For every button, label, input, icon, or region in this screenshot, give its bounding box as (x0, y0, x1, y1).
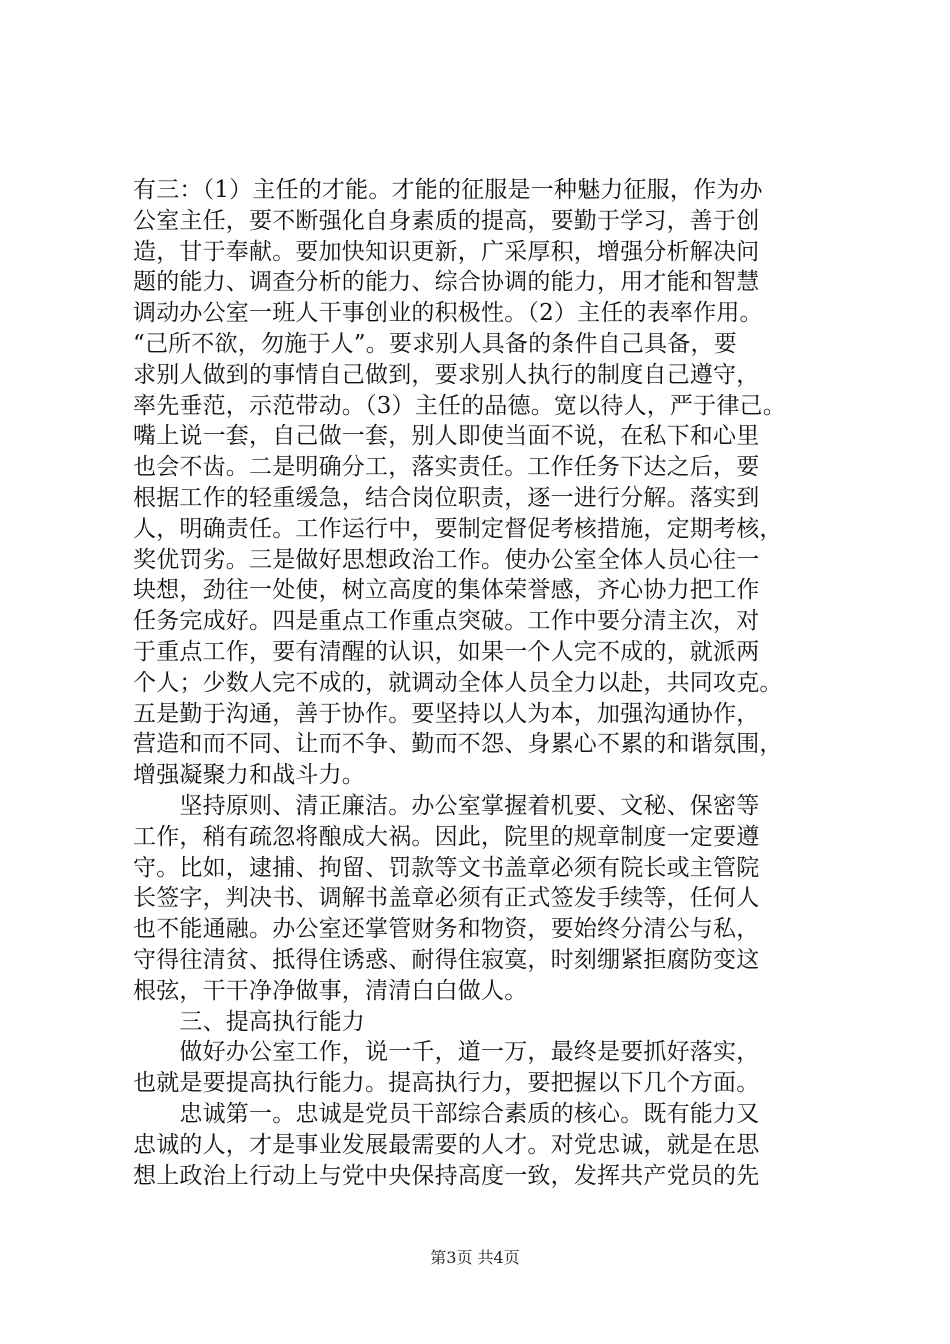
text-line: 个人；少数人完不成的，就调动全体人员全力以赴，共同攻克。 (133, 669, 783, 696)
text-line: 想上政治上行动上与党中央保持高度一致，发挥共产党员的先 (133, 1162, 760, 1189)
text-line: 公室主任，要不断强化自身素质的提高，要勤于学习，善于创 (133, 207, 760, 234)
text-line: 人，明确责任。工作运行中，要制定督促考核措施，定期考核， (133, 515, 783, 542)
text-line: 也会不齿。二是明确分工，落实责任。工作任务下达之后，要 (133, 454, 760, 481)
document-body (133, 175, 823, 1191)
text-line: 任务完成好。四是重点工作重点突破。工作中要分清主次，对 (133, 608, 760, 635)
page-footer: 第3页 共4页 (430, 1248, 520, 1267)
text-line: 忠诚的人，才是事业发展最需要的人才。对党忠诚，就是在思 (133, 1131, 760, 1158)
text-line: 工作，稍有疏忽将酿成大祸。因此，院里的规章制度一定要遵 (133, 823, 760, 850)
text-line: 忠诚第一。忠诚是党员干部综合素质的核心。既有能力又 (133, 1100, 760, 1127)
text-line: 根弦，干干净净做事，清清白白做人。 (133, 977, 528, 1004)
text-line: 三、提高执行能力 (133, 1008, 365, 1035)
text-line: 块想，劲往一处使，树立高度的集体荣誉感，齐心协力把工作 (133, 577, 760, 604)
text-line: 坚持原则、清正廉洁。办公室掌握着机要、文秘、保密等 (133, 792, 760, 819)
text-line: 根据工作的轻重缓急，结合岗位职责，逐一进行分解。落实到 (133, 484, 760, 511)
text-line: 营造和而不同、让而不争、勤而不怨、身累心不累的和谐氛围， (133, 731, 783, 758)
text-line: 五是勤于沟通，善于协作。要坚持以人为本，加强沟通协作， (133, 700, 760, 727)
text-line: 造，甘于奉献。要加快知识更新，广采厚积，增强分析解决问 (133, 238, 760, 265)
text-line: 增强凝聚力和战斗力。 (133, 762, 365, 789)
text-line: 也不能通融。办公室还掌管财务和物资，要始终分清公与私， (133, 916, 760, 943)
text-line: 守。比如，逮捕、拘留、罚款等文书盖章必须有院长或主管院 (133, 854, 760, 881)
text-line: 求别人做到的事情自己做到，要求别人执行的制度自己遵守， (133, 361, 760, 388)
text-line: 嘴上说一套，自己做一套，别人即使当面不说，在私下和心里 (133, 423, 760, 450)
text-line: 题的能力、调查分析的能力、综合协调的能力，用才能和智慧 (133, 269, 760, 296)
text-line: 守得往清贫、抵得住诱惑、耐得住寂寞，时刻绷紧拒腐防变这 (133, 946, 760, 973)
text-line: 调动办公室一班人干事创业的积极性。（2）主任的表率作用。 (133, 300, 763, 327)
text-line: 有三：（1）主任的才能。才能的征服是一种魅力征服，作为办 (133, 177, 763, 203)
text-line: 长签字，判决书、调解书盖章必须有正式签发手续等，任何人 (133, 885, 760, 912)
text-line: 于重点工作，要有清醒的认识，如果一个人完不成的，就派两 (133, 638, 760, 665)
text-line: 也就是要提高执行能力。提高执行力，要把握以下几个方面。 (133, 1070, 760, 1097)
text-line: 做好办公室工作，说一千，道一万，最终是要抓好落实， (133, 1039, 760, 1066)
text-line: 奖优罚劣。三是做好思想政治工作。使办公室全体人员心往一 (133, 546, 760, 573)
text-line: “己所不欲，勿施于人”。要求别人具备的条件自己具备，要 (133, 330, 737, 357)
text-line: 率先垂范，示范带动。（3）主任的品德。宽以待人，严于律己。 (133, 392, 786, 419)
